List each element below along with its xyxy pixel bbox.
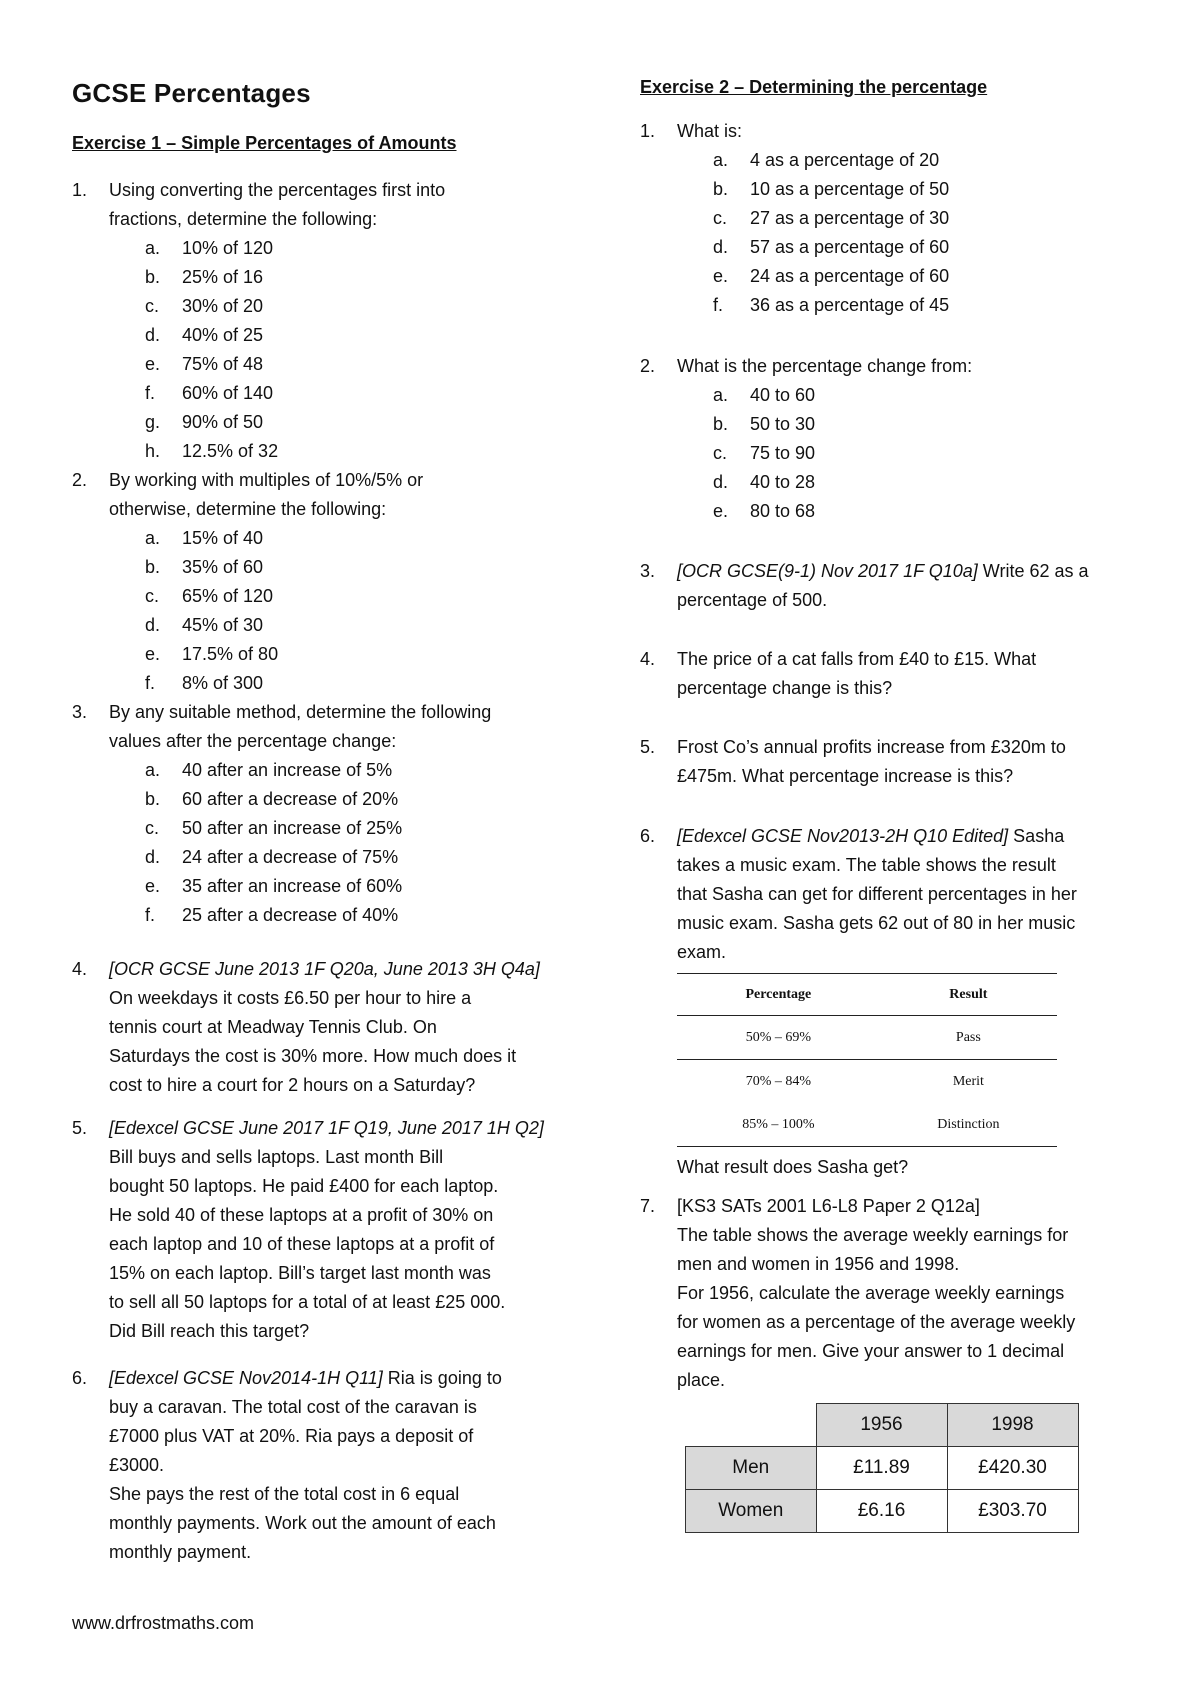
table-row [686, 1490, 1079, 1533]
sub-question: c. 30% of 20 [145, 296, 264, 316]
sub-question: a. 15% of 40 [145, 528, 264, 548]
question-number: 3. [72, 702, 88, 722]
table-cell: £303.70 [947, 1490, 1078, 1533]
question-line: tennis court at Meadway Tennis Club. On [109, 1017, 437, 1037]
question-line: Did Bill reach this target? [109, 1321, 310, 1341]
question-line: Sasha [1008, 826, 1065, 846]
question-source: [OCR GCSE June 2013 1F Q20a, June 2013 3H Q4a] [109, 959, 540, 979]
question-line: earnings for men. Give your answer to 1 decimal [677, 1341, 1065, 1361]
results-table [677, 973, 1057, 1147]
ex2-question-4 [640, 645, 1140, 703]
question-number: 2. [640, 356, 656, 376]
sub-question: a. 10% of 120 [145, 238, 274, 258]
question-number: 1. [640, 121, 656, 141]
question-line: percentage of 500. [677, 590, 828, 610]
row-label: Men [686, 1447, 817, 1490]
question-number: 6. [640, 826, 656, 846]
question-source: [Edexcel GCSE June 2017 1F Q19, June 2017 1H Q2] [109, 1118, 544, 1138]
question-line: The table shows the average weekly earnings for [677, 1225, 1069, 1245]
question-line: otherwise, determine the following: [109, 499, 387, 519]
exercise-1-heading: Exercise 1 – Simple Percentages of Amounts [72, 133, 457, 153]
table-row [686, 1447, 1079, 1490]
ex1-question-4 [72, 955, 572, 1100]
table-row [677, 1103, 1057, 1147]
question-source: [OCR GCSE(9-1) Nov 2017 1F Q10a] [677, 561, 978, 581]
sub-question: d. 24 after a decrease of 75% [145, 847, 399, 867]
question-line: What is the percentage change from: [677, 356, 973, 376]
question-number: 1. [72, 180, 88, 200]
sub-question: a. 40 after an increase of 5% [145, 760, 393, 780]
sub-question: h. 12.5% of 32 [145, 441, 279, 461]
question-line: values after the percentage change: [109, 731, 397, 751]
sub-question: e. 35 after an increase of 60% [145, 876, 403, 896]
question-line: £475m. What percentage increase is this? [677, 766, 1014, 786]
table-cell: 70% – 84% [677, 1060, 880, 1104]
question-line: What result does Sasha get? [677, 1157, 909, 1177]
table-header: Percentage [677, 974, 880, 1016]
question-line: each laptop and 10 of these laptops at a profit of [109, 1234, 495, 1254]
question-line: music exam. Sasha gets 62 out of 80 in her music [677, 913, 1076, 933]
sub-question: b. 50 to 30 [713, 414, 816, 434]
exercise-2-heading: Exercise 2 – Determining the percentage [640, 77, 988, 97]
question-line: She pays the rest of the total cost in 6 equal [109, 1484, 460, 1504]
question-line: [KS3 SATs 2001 L6-L8 Paper 2 Q12a] [677, 1196, 980, 1216]
ex2-question-1 [640, 117, 1140, 320]
sub-question: b. 10 as a percentage of 50 [713, 179, 950, 199]
table-header: Result [880, 974, 1057, 1016]
question-line: men and women in 1956 and 1998. [677, 1254, 960, 1274]
table-header: 1956 [816, 1404, 947, 1447]
sub-question: c. 75 to 90 [713, 443, 816, 463]
question-line: By working with multiples of 10%/5% or [109, 470, 424, 490]
question-line: On weekdays it costs £6.50 per hour to hire a [109, 988, 472, 1008]
sub-question: d. 40 to 28 [713, 472, 816, 492]
sub-question: f. 36 as a percentage of 45 [713, 295, 950, 315]
sub-question: b. 60 after a decrease of 20% [145, 789, 399, 809]
ex1-question-5 [72, 1114, 572, 1346]
question-line: 15% on each laptop. Bill’s target last month was [109, 1263, 491, 1283]
question-source: [Edexcel GCSE Nov2014-1H Q11] [109, 1368, 383, 1388]
sub-question: c. 50 after an increase of 25% [145, 818, 403, 838]
table-cell: Merit [880, 1060, 1057, 1104]
question-line: takes a music exam. The table shows the result [677, 855, 1056, 875]
question-number: 5. [640, 737, 656, 757]
question-line: monthly payments. Work out the amount of each [109, 1513, 496, 1533]
question-line: £7000 plus VAT at 20%. Ria pays a deposit of [109, 1426, 474, 1446]
question-line: By any suitable method, determine the following [109, 702, 492, 722]
sub-question: e. 80 to 68 [713, 501, 816, 521]
sub-question: c. 27 as a percentage of 30 [713, 208, 950, 228]
ex2-question-7 [640, 1192, 1140, 1395]
sub-question: a. 4 as a percentage of 20 [713, 150, 940, 170]
sub-question: b. 35% of 60 [145, 557, 264, 577]
table-cell: Distinction [880, 1103, 1057, 1147]
ex2-question-5 [640, 733, 1140, 791]
table-header: 1998 [947, 1404, 1078, 1447]
sub-question: e. 75% of 48 [145, 354, 264, 374]
table-row [677, 1060, 1057, 1104]
ex2-question-3 [640, 557, 1140, 615]
row-label: Women [686, 1490, 817, 1533]
table-cell: 85% – 100% [677, 1103, 880, 1147]
question-line: Ria is going to [382, 1368, 502, 1388]
table-cell: £6.16 [816, 1490, 947, 1533]
question-line: buy a caravan. The total cost of the caravan is [109, 1397, 477, 1417]
question-line: place. [677, 1370, 726, 1390]
question-line: For 1956, calculate the average weekly earnings [677, 1283, 1065, 1303]
sub-question: g. 90% of 50 [145, 412, 264, 432]
question-line: Bill buys and sells laptops. Last month Bill [109, 1147, 444, 1167]
sub-question: d. 45% of 30 [145, 615, 264, 635]
sub-question: c. 65% of 120 [145, 586, 274, 606]
question-number: 6. [72, 1368, 88, 1388]
earnings-table [685, 1403, 1079, 1533]
question-line: exam. [677, 942, 727, 962]
question-line: that Sasha can get for different percentages in her [677, 884, 1077, 904]
question-line: for women as a percentage of the average weekly [677, 1312, 1076, 1332]
question-line: Using converting the percentages first into [109, 180, 446, 200]
sub-question: e. 24 as a percentage of 60 [713, 266, 950, 286]
table-row [677, 1016, 1057, 1060]
table-cell: £11.89 [816, 1447, 947, 1490]
question-number: 3. [640, 561, 656, 581]
question-line: percentage change is this? [677, 678, 893, 698]
question-number: 4. [72, 959, 88, 979]
question-number: 4. [640, 649, 656, 669]
ex1-question-1 [72, 176, 572, 466]
sub-question: a. 40 to 60 [713, 385, 816, 405]
table-cell: £420.30 [947, 1447, 1078, 1490]
question-line: to sell all 50 laptops for a total of at least £25 000. [109, 1292, 506, 1312]
question-number: 5. [72, 1118, 88, 1138]
table-cell: 50% – 69% [745, 1030, 812, 1045]
ex2-question-6 [640, 822, 1140, 1182]
sub-question: d. 57 as a percentage of 60 [713, 237, 950, 257]
sub-question: d. 40% of 25 [145, 325, 264, 345]
footer-url: www.drfrostmaths.com [72, 1613, 255, 1633]
sub-question: e. 17.5% of 80 [145, 644, 279, 664]
sub-question: f. 60% of 140 [145, 383, 274, 403]
question-line: bought 50 laptops. He paid £400 for each laptop. [109, 1176, 499, 1196]
question-line: Write 62 as a [977, 561, 1089, 581]
ex1-question-2 [72, 466, 572, 698]
question-line: monthly payment. [109, 1542, 252, 1562]
question-line: What is: [677, 121, 743, 141]
question-line: fractions, determine the following: [109, 209, 378, 229]
question-source: [Edexcel GCSE Nov2013-2H Q10 Edited] [677, 826, 1009, 846]
page-title: GCSE Percentages [72, 78, 311, 108]
question-line: cost to hire a court for 2 hours on a Saturday? [109, 1075, 476, 1095]
question-line: Frost Co’s annual profits increase from £320m to [677, 737, 1066, 757]
sub-question: f. 8% of 300 [145, 673, 264, 693]
ex2-question-2 [640, 352, 1140, 526]
question-number: 2. [72, 470, 88, 490]
question-number: 7. [640, 1196, 656, 1216]
table-cell: Pass [955, 1030, 981, 1045]
question-line: £3000. [109, 1455, 165, 1475]
table-corner [686, 1404, 817, 1447]
sub-question: f. 25 after a decrease of 40% [145, 905, 399, 925]
question-line: The price of a cat falls from £40 to £15. What [677, 649, 1037, 669]
ex1-question-6 [72, 1364, 572, 1567]
question-line: Saturdays the cost is 30% more. How much does it [109, 1046, 517, 1066]
sub-question: b. 25% of 16 [145, 267, 264, 287]
ex1-question-3 [72, 698, 572, 930]
question-line: He sold 40 of these laptops at a profit of 30% on [109, 1205, 494, 1225]
